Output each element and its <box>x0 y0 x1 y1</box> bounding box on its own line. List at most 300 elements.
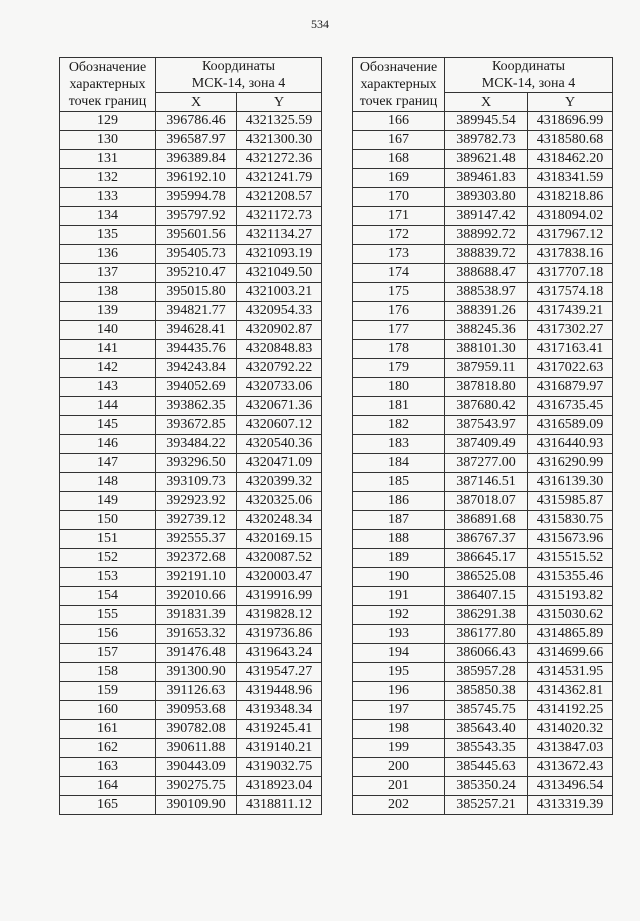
table-row <box>60 207 322 226</box>
point-number-cell: 138 <box>60 283 156 302</box>
point-number-cell: 156 <box>60 625 156 644</box>
y-coordinate-cell: 4321134.27 <box>237 226 322 245</box>
point-number-cell: 198 <box>353 720 445 739</box>
x-coordinate-cell: 386891.68 <box>445 511 528 530</box>
point-number-cell: 133 <box>60 188 156 207</box>
point-number-cell: 181 <box>353 397 445 416</box>
y-coordinate-cell: 4319736.86 <box>237 625 322 644</box>
y-coordinate-cell: 4320003.47 <box>237 568 322 587</box>
x-coordinate-cell: 386525.08 <box>445 568 528 587</box>
y-coordinate-cell: 4320848.83 <box>237 340 322 359</box>
table-row <box>353 625 613 644</box>
designation-header-line: точек границ <box>359 94 438 109</box>
table-row <box>353 587 613 606</box>
y-coordinate-cell: 4319032.75 <box>237 758 322 777</box>
y-coordinate-cell: 4317302.27 <box>528 321 613 340</box>
table-row <box>60 283 322 302</box>
table-row <box>60 340 322 359</box>
table-row <box>353 568 613 587</box>
x-header: X <box>156 93 237 112</box>
y-coordinate-cell: 4321300.30 <box>237 131 322 150</box>
table-row <box>60 606 322 625</box>
table-row <box>60 644 322 663</box>
x-coordinate-cell: 394052.69 <box>156 378 237 397</box>
y-coordinate-cell: 4318462.20 <box>528 150 613 169</box>
coordinates-header <box>445 58 613 93</box>
point-number-cell: 170 <box>353 188 445 207</box>
table-row <box>60 359 322 378</box>
point-number-cell: 172 <box>353 226 445 245</box>
coordinates-header <box>156 58 322 93</box>
y-coordinate-cell: 4320540.36 <box>237 435 322 454</box>
table-row <box>353 112 613 131</box>
y-coordinate-cell: 4320399.32 <box>237 473 322 492</box>
table-row <box>353 473 613 492</box>
point-number-cell: 144 <box>60 397 156 416</box>
x-coordinate-cell: 393484.22 <box>156 435 237 454</box>
table-row <box>353 454 613 473</box>
point-number-cell: 148 <box>60 473 156 492</box>
point-number-cell: 146 <box>60 435 156 454</box>
x-coordinate-cell: 387409.49 <box>445 435 528 454</box>
table-row <box>353 530 613 549</box>
x-coordinate-cell: 390109.90 <box>156 796 237 815</box>
y-coordinate-cell: 4317163.41 <box>528 340 613 359</box>
x-coordinate-cell: 386291.38 <box>445 606 528 625</box>
y-coordinate-cell: 4313496.54 <box>528 777 613 796</box>
table-row <box>60 777 322 796</box>
table-row <box>60 720 322 739</box>
table-row <box>60 473 322 492</box>
point-number-cell: 131 <box>60 150 156 169</box>
x-coordinate-cell: 394435.76 <box>156 340 237 359</box>
y-coordinate-cell: 4318094.02 <box>528 207 613 226</box>
coordinates-header-line: МСК-14, зона 4 <box>481 76 576 91</box>
table-row <box>353 150 613 169</box>
table-row <box>60 454 322 473</box>
point-number-cell: 190 <box>353 568 445 587</box>
y-coordinate-cell: 4318341.59 <box>528 169 613 188</box>
x-coordinate-cell: 387018.07 <box>445 492 528 511</box>
x-coordinate-cell: 396587.97 <box>156 131 237 150</box>
y-coordinate-cell: 4313319.39 <box>528 796 613 815</box>
designation-header-line: Обозначение <box>68 60 147 75</box>
coordinates-header-line: Координаты <box>492 59 565 74</box>
y-coordinate-cell: 4320471.09 <box>237 454 322 473</box>
x-coordinate-cell: 389782.73 <box>445 131 528 150</box>
table-row <box>353 340 613 359</box>
x-coordinate-cell: 390782.08 <box>156 720 237 739</box>
point-number-cell: 191 <box>353 587 445 606</box>
table-row <box>353 758 613 777</box>
y-coordinate-cell: 4320169.15 <box>237 530 322 549</box>
table-row <box>353 226 613 245</box>
point-number-cell: 189 <box>353 549 445 568</box>
y-coordinate-cell: 4320671.36 <box>237 397 322 416</box>
y-header: Y <box>528 93 613 112</box>
table-row <box>353 720 613 739</box>
table-row <box>60 701 322 720</box>
y-coordinate-cell: 4321325.59 <box>237 112 322 131</box>
table-row <box>60 416 322 435</box>
y-coordinate-cell: 4321049.50 <box>237 264 322 283</box>
x-coordinate-cell: 395015.80 <box>156 283 237 302</box>
y-coordinate-cell: 4318580.68 <box>528 131 613 150</box>
x-coordinate-cell: 391300.90 <box>156 663 237 682</box>
point-number-cell: 135 <box>60 226 156 245</box>
point-number-cell: 143 <box>60 378 156 397</box>
y-coordinate-cell: 4321208.57 <box>237 188 322 207</box>
y-coordinate-cell: 4321172.73 <box>237 207 322 226</box>
point-number-cell: 165 <box>60 796 156 815</box>
table-row <box>60 264 322 283</box>
x-coordinate-cell: 393672.85 <box>156 416 237 435</box>
point-number-cell: 130 <box>60 131 156 150</box>
y-coordinate-cell: 4317967.12 <box>528 226 613 245</box>
y-coordinate-cell: 4314192.25 <box>528 701 613 720</box>
x-coordinate-cell: 389621.48 <box>445 150 528 169</box>
table-row <box>353 435 613 454</box>
coordinates-header-line: МСК-14, зона 4 <box>191 76 286 91</box>
point-number-cell: 158 <box>60 663 156 682</box>
y-coordinate-cell: 4320902.87 <box>237 321 322 340</box>
point-number-cell: 177 <box>353 321 445 340</box>
table-row <box>60 739 322 758</box>
table-row <box>60 169 322 188</box>
table-row <box>60 226 322 245</box>
point-number-cell: 188 <box>353 530 445 549</box>
y-coordinate-cell: 4314531.95 <box>528 663 613 682</box>
x-coordinate-cell: 395405.73 <box>156 245 237 264</box>
table-row <box>60 625 322 644</box>
point-number-cell: 176 <box>353 302 445 321</box>
y-header: Y <box>237 93 322 112</box>
table-row <box>60 492 322 511</box>
y-coordinate-cell: 4316139.30 <box>528 473 613 492</box>
point-number-cell: 151 <box>60 530 156 549</box>
coordinates-table-right <box>352 57 613 815</box>
y-coordinate-cell: 4315193.82 <box>528 587 613 606</box>
y-coordinate-cell: 4313847.03 <box>528 739 613 758</box>
table-row <box>353 796 613 815</box>
x-coordinate-cell: 389147.42 <box>445 207 528 226</box>
y-coordinate-cell: 4316735.45 <box>528 397 613 416</box>
designation-header-line: характерных <box>360 77 437 92</box>
y-coordinate-cell: 4320325.06 <box>237 492 322 511</box>
x-coordinate-cell: 385745.75 <box>445 701 528 720</box>
x-coordinate-cell: 385257.21 <box>445 796 528 815</box>
y-coordinate-cell: 4314865.89 <box>528 625 613 644</box>
y-coordinate-cell: 4319828.12 <box>237 606 322 625</box>
x-coordinate-cell: 387818.80 <box>445 378 528 397</box>
x-coordinate-cell: 394243.84 <box>156 359 237 378</box>
y-coordinate-cell: 4314699.66 <box>528 644 613 663</box>
x-coordinate-cell: 387146.51 <box>445 473 528 492</box>
point-number-cell: 137 <box>60 264 156 283</box>
x-coordinate-cell: 392191.10 <box>156 568 237 587</box>
x-coordinate-cell: 391831.39 <box>156 606 237 625</box>
y-coordinate-cell: 4320607.12 <box>237 416 322 435</box>
point-number-cell: 136 <box>60 245 156 264</box>
point-number-cell: 195 <box>353 663 445 682</box>
table-row <box>60 131 322 150</box>
x-coordinate-cell: 385445.63 <box>445 758 528 777</box>
x-coordinate-cell: 396192.10 <box>156 169 237 188</box>
table-row <box>353 245 613 264</box>
y-coordinate-cell: 4318696.99 <box>528 112 613 131</box>
table-row <box>60 796 322 815</box>
y-coordinate-cell: 4315515.52 <box>528 549 613 568</box>
x-coordinate-cell: 385543.35 <box>445 739 528 758</box>
table-row <box>60 511 322 530</box>
point-number-cell: 141 <box>60 340 156 359</box>
x-coordinate-cell: 390275.75 <box>156 777 237 796</box>
point-number-cell: 149 <box>60 492 156 511</box>
y-coordinate-cell: 4319547.27 <box>237 663 322 682</box>
x-coordinate-cell: 388101.30 <box>445 340 528 359</box>
x-coordinate-cell: 395601.56 <box>156 226 237 245</box>
x-coordinate-cell: 389461.83 <box>445 169 528 188</box>
x-coordinate-cell: 387680.42 <box>445 397 528 416</box>
x-coordinate-cell: 388538.97 <box>445 283 528 302</box>
table-row <box>60 663 322 682</box>
y-coordinate-cell: 4316440.93 <box>528 435 613 454</box>
table-row <box>353 188 613 207</box>
x-coordinate-cell: 385850.38 <box>445 682 528 701</box>
x-coordinate-cell: 391476.48 <box>156 644 237 663</box>
coordinates-header-line: Координаты <box>202 59 275 74</box>
point-number-cell: 160 <box>60 701 156 720</box>
y-coordinate-cell: 4317574.18 <box>528 283 613 302</box>
point-number-cell: 194 <box>353 644 445 663</box>
table-row <box>353 777 613 796</box>
y-coordinate-cell: 4317707.18 <box>528 264 613 283</box>
point-number-cell: 152 <box>60 549 156 568</box>
y-coordinate-cell: 4315830.75 <box>528 511 613 530</box>
point-number-cell: 142 <box>60 359 156 378</box>
x-coordinate-cell: 390611.88 <box>156 739 237 758</box>
point-number-cell: 199 <box>353 739 445 758</box>
x-coordinate-cell: 392739.12 <box>156 511 237 530</box>
point-number-cell: 164 <box>60 777 156 796</box>
point-number-cell: 157 <box>60 644 156 663</box>
table-row <box>60 245 322 264</box>
point-number-cell: 182 <box>353 416 445 435</box>
x-coordinate-cell: 388391.26 <box>445 302 528 321</box>
table-row <box>353 264 613 283</box>
y-coordinate-cell: 4314362.81 <box>528 682 613 701</box>
point-number-cell: 132 <box>60 169 156 188</box>
table-row <box>353 207 613 226</box>
point-number-cell: 161 <box>60 720 156 739</box>
x-coordinate-cell: 388688.47 <box>445 264 528 283</box>
x-coordinate-cell: 395210.47 <box>156 264 237 283</box>
table-row <box>353 644 613 663</box>
table-row <box>353 397 613 416</box>
x-coordinate-cell: 386407.15 <box>445 587 528 606</box>
y-coordinate-cell: 4318923.04 <box>237 777 322 796</box>
table-row <box>353 682 613 701</box>
designation-header-line: Обозначение <box>359 60 438 75</box>
table-row <box>353 492 613 511</box>
table-row <box>60 150 322 169</box>
x-coordinate-cell: 389303.80 <box>445 188 528 207</box>
designation-header-line: точек границ <box>68 94 147 109</box>
point-number-cell: 154 <box>60 587 156 606</box>
x-coordinate-cell: 385643.40 <box>445 720 528 739</box>
x-coordinate-cell: 386066.43 <box>445 644 528 663</box>
point-number-cell: 153 <box>60 568 156 587</box>
x-coordinate-cell: 395797.92 <box>156 207 237 226</box>
x-coordinate-cell: 393862.35 <box>156 397 237 416</box>
x-coordinate-cell: 385957.28 <box>445 663 528 682</box>
table-row <box>353 663 613 682</box>
x-coordinate-cell: 392923.92 <box>156 492 237 511</box>
x-coordinate-cell: 388245.36 <box>445 321 528 340</box>
designation-header-line: характерных <box>69 77 146 92</box>
table-row <box>60 188 322 207</box>
table-row <box>60 435 322 454</box>
y-coordinate-cell: 4321241.79 <box>237 169 322 188</box>
point-number-cell: 179 <box>353 359 445 378</box>
y-coordinate-cell: 4315030.62 <box>528 606 613 625</box>
table-row <box>353 739 613 758</box>
table-row <box>353 302 613 321</box>
table-row <box>60 321 322 340</box>
y-coordinate-cell: 4316290.99 <box>528 454 613 473</box>
y-coordinate-cell: 4321003.21 <box>237 283 322 302</box>
point-number-cell: 145 <box>60 416 156 435</box>
y-coordinate-cell: 4316879.97 <box>528 378 613 397</box>
table-row <box>60 549 322 568</box>
y-coordinate-cell: 4321093.19 <box>237 245 322 264</box>
x-coordinate-cell: 394821.77 <box>156 302 237 321</box>
x-coordinate-cell: 391653.32 <box>156 625 237 644</box>
point-number-cell: 185 <box>353 473 445 492</box>
table-row <box>353 283 613 302</box>
table-row <box>353 511 613 530</box>
table-row <box>353 606 613 625</box>
y-coordinate-cell: 4315673.96 <box>528 530 613 549</box>
point-number-cell: 201 <box>353 777 445 796</box>
table-row <box>353 701 613 720</box>
x-coordinate-cell: 392555.37 <box>156 530 237 549</box>
point-number-cell: 183 <box>353 435 445 454</box>
point-number-cell: 196 <box>353 682 445 701</box>
table-row <box>60 112 322 131</box>
table-row <box>60 530 322 549</box>
y-coordinate-cell: 4321272.36 <box>237 150 322 169</box>
x-coordinate-cell: 392372.68 <box>156 549 237 568</box>
point-number-cell: 187 <box>353 511 445 530</box>
x-coordinate-cell: 390953.68 <box>156 701 237 720</box>
designation-header <box>353 58 445 112</box>
table-row <box>353 321 613 340</box>
x-coordinate-cell: 388992.72 <box>445 226 528 245</box>
point-number-cell: 175 <box>353 283 445 302</box>
table-row <box>60 378 322 397</box>
point-number-cell: 129 <box>60 112 156 131</box>
table-row <box>60 758 322 777</box>
y-coordinate-cell: 4319643.24 <box>237 644 322 663</box>
y-coordinate-cell: 4319245.41 <box>237 720 322 739</box>
point-number-cell: 150 <box>60 511 156 530</box>
x-coordinate-cell: 388839.72 <box>445 245 528 264</box>
y-coordinate-cell: 4319448.96 <box>237 682 322 701</box>
x-coordinate-cell: 394628.41 <box>156 321 237 340</box>
page-number: 534 <box>311 17 329 31</box>
x-coordinate-cell: 396786.46 <box>156 112 237 131</box>
y-coordinate-cell: 4319140.21 <box>237 739 322 758</box>
x-coordinate-cell: 395994.78 <box>156 188 237 207</box>
table-row <box>60 302 322 321</box>
table-row <box>353 169 613 188</box>
y-coordinate-cell: 4317439.21 <box>528 302 613 321</box>
table-row <box>60 682 322 701</box>
y-coordinate-cell: 4318218.86 <box>528 188 613 207</box>
point-number-cell: 180 <box>353 378 445 397</box>
y-coordinate-cell: 4314020.32 <box>528 720 613 739</box>
y-coordinate-cell: 4320248.34 <box>237 511 322 530</box>
point-number-cell: 202 <box>353 796 445 815</box>
y-coordinate-cell: 4313672.43 <box>528 758 613 777</box>
table-row <box>353 416 613 435</box>
point-number-cell: 159 <box>60 682 156 701</box>
x-coordinate-cell: 387959.11 <box>445 359 528 378</box>
y-coordinate-cell: 4320792.22 <box>237 359 322 378</box>
table-row <box>60 587 322 606</box>
point-number-cell: 197 <box>353 701 445 720</box>
y-coordinate-cell: 4316589.09 <box>528 416 613 435</box>
y-coordinate-cell: 4315355.46 <box>528 568 613 587</box>
table-row <box>60 397 322 416</box>
x-coordinate-cell: 393109.73 <box>156 473 237 492</box>
point-number-cell: 140 <box>60 321 156 340</box>
x-header: X <box>445 93 528 112</box>
x-coordinate-cell: 387543.97 <box>445 416 528 435</box>
point-number-cell: 147 <box>60 454 156 473</box>
y-coordinate-cell: 4318811.12 <box>237 796 322 815</box>
y-coordinate-cell: 4319348.34 <box>237 701 322 720</box>
x-coordinate-cell: 387277.00 <box>445 454 528 473</box>
x-coordinate-cell: 396389.84 <box>156 150 237 169</box>
point-number-cell: 192 <box>353 606 445 625</box>
point-number-cell: 200 <box>353 758 445 777</box>
x-coordinate-cell: 390443.09 <box>156 758 237 777</box>
table-row <box>60 568 322 587</box>
x-coordinate-cell: 389945.54 <box>445 112 528 131</box>
point-number-cell: 168 <box>353 150 445 169</box>
point-number-cell: 163 <box>60 758 156 777</box>
x-coordinate-cell: 392010.66 <box>156 587 237 606</box>
x-coordinate-cell: 386645.17 <box>445 549 528 568</box>
point-number-cell: 134 <box>60 207 156 226</box>
y-coordinate-cell: 4320954.33 <box>237 302 322 321</box>
point-number-cell: 171 <box>353 207 445 226</box>
table-row <box>353 359 613 378</box>
table-row <box>353 549 613 568</box>
x-coordinate-cell: 386767.37 <box>445 530 528 549</box>
point-number-cell: 162 <box>60 739 156 758</box>
y-coordinate-cell: 4320087.52 <box>237 549 322 568</box>
point-number-cell: 139 <box>60 302 156 321</box>
table-row <box>353 378 613 397</box>
designation-header <box>60 58 156 112</box>
point-number-cell: 186 <box>353 492 445 511</box>
point-number-cell: 167 <box>353 131 445 150</box>
y-coordinate-cell: 4317022.63 <box>528 359 613 378</box>
x-coordinate-cell: 385350.24 <box>445 777 528 796</box>
